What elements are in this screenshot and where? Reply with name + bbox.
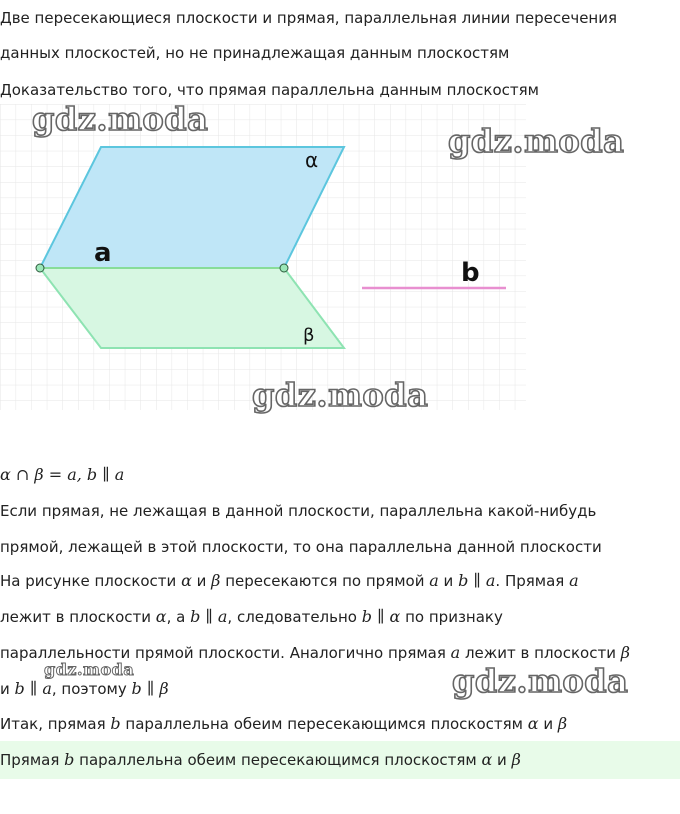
label-a: a [94,238,112,268]
point-a-left [36,264,44,272]
watermark-2: gdz.moda [448,122,625,160]
text-segment: . Прямая [495,572,570,590]
text-segment: и [0,680,15,698]
given-formula: α ∩ β = a, b ∥ a [0,465,125,484]
math-relation: b ∥ β [131,679,169,698]
reasoning-line-3 [0,642,630,664]
reasoning-line-4 [0,678,169,700]
math-beta: β [211,571,221,590]
watermark-1: gdz.moda [32,100,209,138]
math-b: b [110,714,121,733]
text-segment: , следовательно [227,608,362,626]
math-alpha: α [181,571,192,590]
math-b: b [64,750,75,769]
text-segment: На рисунке плоскости [0,572,182,590]
label-beta: β [303,325,315,346]
watermark-3: gdz.moda [252,376,429,414]
math-beta: β [557,714,568,733]
point-a-right [280,264,288,272]
math-a: a [569,571,579,590]
title-line-2: данных плоскостей, но не принадлежащая данным плоскостям [0,44,510,62]
text-segment: параллельности прямой плоскости. Аналогично прямая [0,644,451,662]
text-segment: и [492,751,512,769]
text-segment: и [191,572,212,590]
text-segment: параллельна обеим пересекающимся плоскостям [74,751,482,769]
text-segment: пересекаются по прямой [220,572,430,590]
text-segment: лежит в плоскости [0,608,156,626]
watermark-5: gdz.moda [44,660,135,679]
math-alpha: α [481,750,493,769]
text-segment: , а [166,608,191,626]
math-relation: b ∥ a [458,571,496,590]
subtitle: Доказательство того, что прямая параллельна данным плоскостям [0,81,539,99]
text-segment: и [438,572,459,590]
answer-line [0,749,521,771]
math-alpha: α [527,714,539,733]
conclusion-line [0,713,567,735]
text-segment: Итак, прямая [0,715,111,733]
math-a: a [450,643,461,662]
math-alpha: α [155,607,167,626]
math-relation: b ∥ a [190,607,228,626]
text-segment: Прямая [0,751,65,769]
text-segment: параллельна обеим пересекающимся плоскостям [120,715,528,733]
reasoning-line-2 [0,606,503,628]
text-segment: по признаку [400,608,503,626]
watermark-4: gdz.moda [452,662,629,700]
text-segment: , поэтому [51,680,132,698]
math-beta: β [511,750,521,769]
label-b: b [461,258,480,288]
label-alpha: α [305,148,319,172]
math-relation: b ∥ α [361,607,401,626]
math-relation: b ∥ a [14,679,52,698]
rule-line-1: Если прямая, не лежащая в данной плоскости, параллельна какой-нибудь [0,502,597,520]
math-beta: β [620,643,630,662]
text-segment: лежит в плоскости [460,644,621,662]
text-segment: и [538,715,558,733]
reasoning-line-1 [0,570,579,592]
math-a: a [429,571,439,590]
rule-line-2: прямой, лежащей в этой плоскости, то она параллельна данной плоскости [0,538,602,556]
title-line-1: Две пересекающиеся плоскости и прямая, параллельная линии пересечения [0,9,618,27]
